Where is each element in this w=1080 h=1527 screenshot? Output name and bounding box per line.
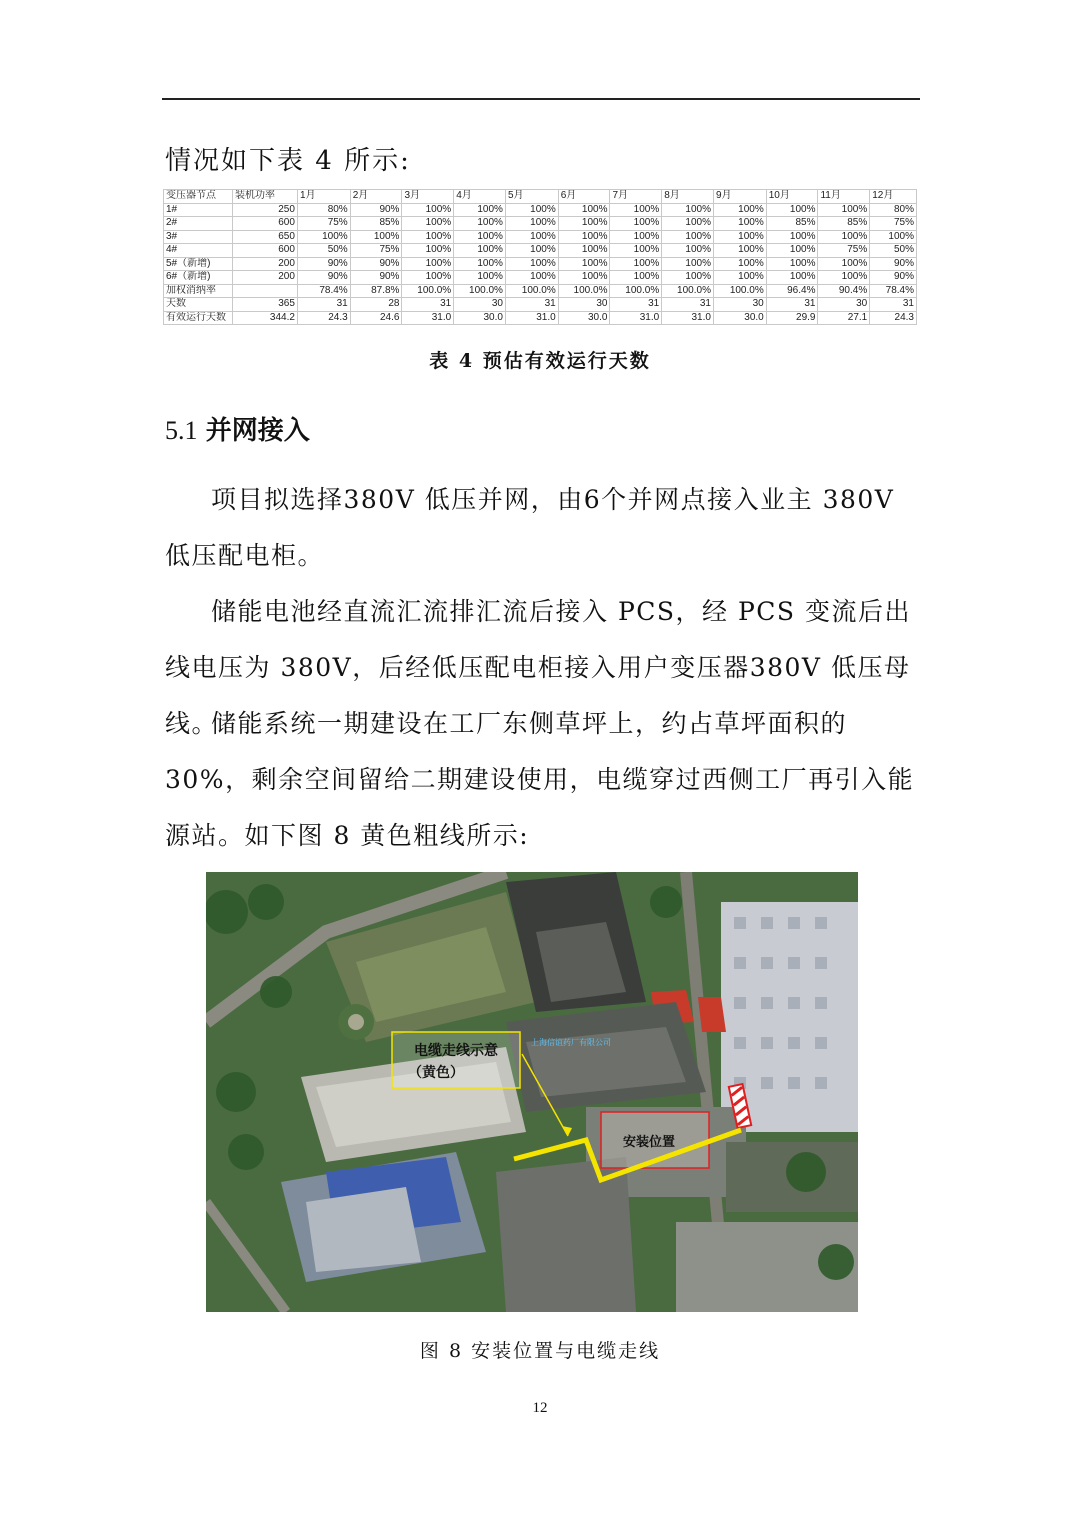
table-cell: 31 — [870, 298, 917, 312]
table-row — [164, 244, 917, 258]
table-cell: 3# — [164, 230, 233, 244]
table-cell: 100% — [297, 230, 350, 244]
table-row — [164, 257, 917, 271]
page-number: 12 — [532, 1400, 548, 1416]
table-cell: 加权消纳率 — [164, 284, 233, 298]
table-cell: 100% — [662, 271, 714, 285]
table-cell: 600 — [233, 217, 298, 231]
table-cell: 100% — [505, 271, 558, 285]
table-cell: 31 — [610, 298, 662, 312]
building-label: 上海信谊药厂有限公司 — [531, 1038, 611, 1047]
table-cell: 100.0% — [713, 284, 766, 298]
table-cell: 250 — [233, 203, 298, 217]
table-cell: 30 — [454, 298, 506, 312]
table-cell: 75% — [350, 244, 402, 258]
table-cell: 5#（新增) — [164, 257, 233, 271]
table-header-cell: 5月 — [505, 190, 558, 204]
table-cell: 90.4% — [818, 284, 870, 298]
table-header-cell: 6月 — [558, 190, 610, 204]
table-cell: 75% — [297, 217, 350, 231]
table-cell: 100% — [558, 257, 610, 271]
table-cell: 100% — [558, 203, 610, 217]
legend-line-2: （黄色） — [408, 1065, 464, 1081]
table-cell: 100% — [610, 217, 662, 231]
table-cell: 90% — [350, 257, 402, 271]
table-cell: 100% — [610, 257, 662, 271]
table-header-cell: 9月 — [713, 190, 766, 204]
table-cell: 100% — [818, 203, 870, 217]
table-cell: 100% — [454, 271, 506, 285]
table-cell: 6#（新增) — [164, 271, 233, 285]
table-cell: 100% — [505, 244, 558, 258]
table-row — [164, 284, 917, 298]
table-cell: 100% — [454, 217, 506, 231]
table-cell: 100% — [454, 244, 506, 258]
table-cell: 1# — [164, 203, 233, 217]
table-cell: 100% — [454, 230, 506, 244]
table-cell: 78.4% — [870, 284, 917, 298]
table-cell: 31 — [297, 298, 350, 312]
table-cell: 100% — [713, 217, 766, 231]
table-cell: 31.0 — [662, 311, 714, 325]
table-cell: 27.1 — [818, 311, 870, 325]
table-cell: 100% — [766, 203, 818, 217]
table-cell: 100% — [558, 217, 610, 231]
table-cell: 200 — [233, 257, 298, 271]
table-cell: 85% — [818, 217, 870, 231]
table-cell: 100.0% — [505, 284, 558, 298]
table-header-cell: 4月 — [454, 190, 506, 204]
table-cell: 有效运行天数 — [164, 311, 233, 325]
table-cell: 100% — [558, 271, 610, 285]
table-cell: 100% — [766, 244, 818, 258]
paragraph-2: 储能电池经直流汇流排汇流后接入 PCS，经 PCS 变流后出线电压为 380V，后经低压配电柜接入用户变压器380V 低压母线。 — [165, 597, 911, 738]
table-cell: 100% — [713, 271, 766, 285]
table-cell: 90% — [297, 257, 350, 271]
table-cell: 96.4% — [766, 284, 818, 298]
table-cell: 100% — [662, 230, 714, 244]
table-cell: 24.6 — [350, 311, 402, 325]
table-cell: 31.0 — [402, 311, 454, 325]
table-cell: 87.8% — [350, 284, 402, 298]
table-cell: 天数 — [164, 298, 233, 312]
table-cell: 90% — [870, 257, 917, 271]
table-cell: 100% — [818, 230, 870, 244]
table-cell: 100% — [662, 217, 714, 231]
table-cell: 24.3 — [870, 311, 917, 325]
table-cell: 100% — [610, 271, 662, 285]
table-cell: 30.0 — [558, 311, 610, 325]
table-cell: 90% — [350, 271, 402, 285]
table-header-cell: 10月 — [766, 190, 818, 204]
table-cell: 100% — [402, 230, 454, 244]
table-cell: 100% — [610, 203, 662, 217]
intro-text: 情况如下表 4 所示: — [165, 146, 411, 176]
table-cell: 30.0 — [713, 311, 766, 325]
table-cell: 50% — [297, 244, 350, 258]
table-header-cell: 2月 — [350, 190, 402, 204]
section-heading — [165, 410, 310, 447]
table-cell: 100% — [662, 203, 714, 217]
table-cell: 28 — [350, 298, 402, 312]
table-cell — [233, 284, 298, 298]
paragraph-1: 项目拟选择380V 低压并网，由6个并网点接入业主 380V 低压配电柜。 — [165, 485, 895, 570]
table-cell: 100% — [402, 203, 454, 217]
table-row — [164, 311, 917, 325]
table-cell: 24.3 — [297, 311, 350, 325]
effective-days-table — [163, 189, 917, 325]
table-cell: 100.0% — [558, 284, 610, 298]
table-cell: 31 — [766, 298, 818, 312]
table-cell: 100% — [402, 244, 454, 258]
table-cell: 365 — [233, 298, 298, 312]
table-cell: 100% — [350, 230, 402, 244]
table-cell: 100% — [713, 244, 766, 258]
table-cell: 31 — [662, 298, 714, 312]
table-cell: 100% — [818, 257, 870, 271]
table-header-cell: 7月 — [610, 190, 662, 204]
table-cell: 100% — [505, 203, 558, 217]
paragraph-3: 储能系统一期建设在工厂东侧草坪上，约占草坪面积的 30%，剩余空间留给二期建设使用，电缆穿过西侧工厂再引入能源站。如下图 8 黄色粗线所示: — [165, 709, 915, 850]
table-cell: 29.9 — [766, 311, 818, 325]
table-cell: 100% — [713, 203, 766, 217]
table-header-cell: 变压器节点 — [164, 190, 233, 204]
table-cell: 90% — [350, 203, 402, 217]
table-cell: 100% — [505, 257, 558, 271]
table-cell: 100% — [870, 230, 917, 244]
table-cell: 200 — [233, 271, 298, 285]
table-cell: 100% — [402, 271, 454, 285]
table-row — [164, 203, 917, 217]
table-cell: 100% — [662, 244, 714, 258]
table-cell: 100% — [662, 257, 714, 271]
table-cell: 30 — [818, 298, 870, 312]
figure-caption: 图 8 安装位置与电缆走线 — [419, 1340, 661, 1362]
table-header-cell: 12月 — [870, 190, 917, 204]
table-cell: 50% — [870, 244, 917, 258]
table-cell: 100% — [713, 257, 766, 271]
table-header-row — [164, 190, 917, 204]
table-cell: 85% — [766, 217, 818, 231]
table-caption: 表 4 预估有效运行天数 — [429, 350, 651, 372]
table-cell: 100% — [713, 230, 766, 244]
table-cell: 30 — [558, 298, 610, 312]
table-cell: 75% — [870, 217, 917, 231]
table-cell: 344.2 — [233, 311, 298, 325]
table-cell: 80% — [297, 203, 350, 217]
table-header-cell: 3月 — [402, 190, 454, 204]
table-cell: 100% — [505, 230, 558, 244]
table-cell: 30.0 — [454, 311, 506, 325]
table-cell: 75% — [818, 244, 870, 258]
table-cell: 100% — [558, 230, 610, 244]
table-cell: 90% — [297, 271, 350, 285]
install-location-label: 安装位置 — [622, 1135, 676, 1150]
site-map-image — [206, 872, 858, 1312]
table-cell: 78.4% — [297, 284, 350, 298]
table-cell: 100% — [402, 217, 454, 231]
table-cell: 100% — [610, 244, 662, 258]
table-cell: 31 — [505, 298, 558, 312]
table-cell: 31 — [402, 298, 454, 312]
table-header-cell: 1月 — [297, 190, 350, 204]
table-cell: 100.0% — [610, 284, 662, 298]
table-row — [164, 230, 917, 244]
table-cell: 31.0 — [505, 311, 558, 325]
table-cell: 100% — [818, 271, 870, 285]
section-title: 并网接入 — [205, 416, 310, 446]
table-cell: 90% — [870, 271, 917, 285]
table-header-cell: 11月 — [818, 190, 870, 204]
table-cell: 4# — [164, 244, 233, 258]
table-cell: 30 — [713, 298, 766, 312]
table-cell: 2# — [164, 217, 233, 231]
table-cell: 650 — [233, 230, 298, 244]
table-header-cell: 装机功率 — [233, 190, 298, 204]
table-cell: 100.0% — [454, 284, 506, 298]
table-row — [164, 217, 917, 231]
table-cell: 100% — [505, 217, 558, 231]
table-cell: 100% — [454, 203, 506, 217]
table-cell: 31.0 — [610, 311, 662, 325]
table-cell: 100% — [766, 257, 818, 271]
table-cell: 100% — [454, 257, 506, 271]
header-rule — [162, 98, 920, 100]
table-cell: 85% — [350, 217, 402, 231]
table-cell: 100% — [766, 230, 818, 244]
section-number: 5.1 — [165, 416, 198, 445]
table-cell: 100% — [610, 230, 662, 244]
table-cell: 100.0% — [662, 284, 714, 298]
table-cell: 100% — [402, 257, 454, 271]
table-cell: 100% — [558, 244, 610, 258]
table-cell: 80% — [870, 203, 917, 217]
table-cell: 100% — [766, 271, 818, 285]
table-cell: 100.0% — [402, 284, 454, 298]
table-header-cell: 8月 — [662, 190, 714, 204]
table-row — [164, 298, 917, 312]
legend-line-1: 电缆走线示意 — [414, 1043, 498, 1059]
table-cell: 600 — [233, 244, 298, 258]
table-row — [164, 271, 917, 285]
